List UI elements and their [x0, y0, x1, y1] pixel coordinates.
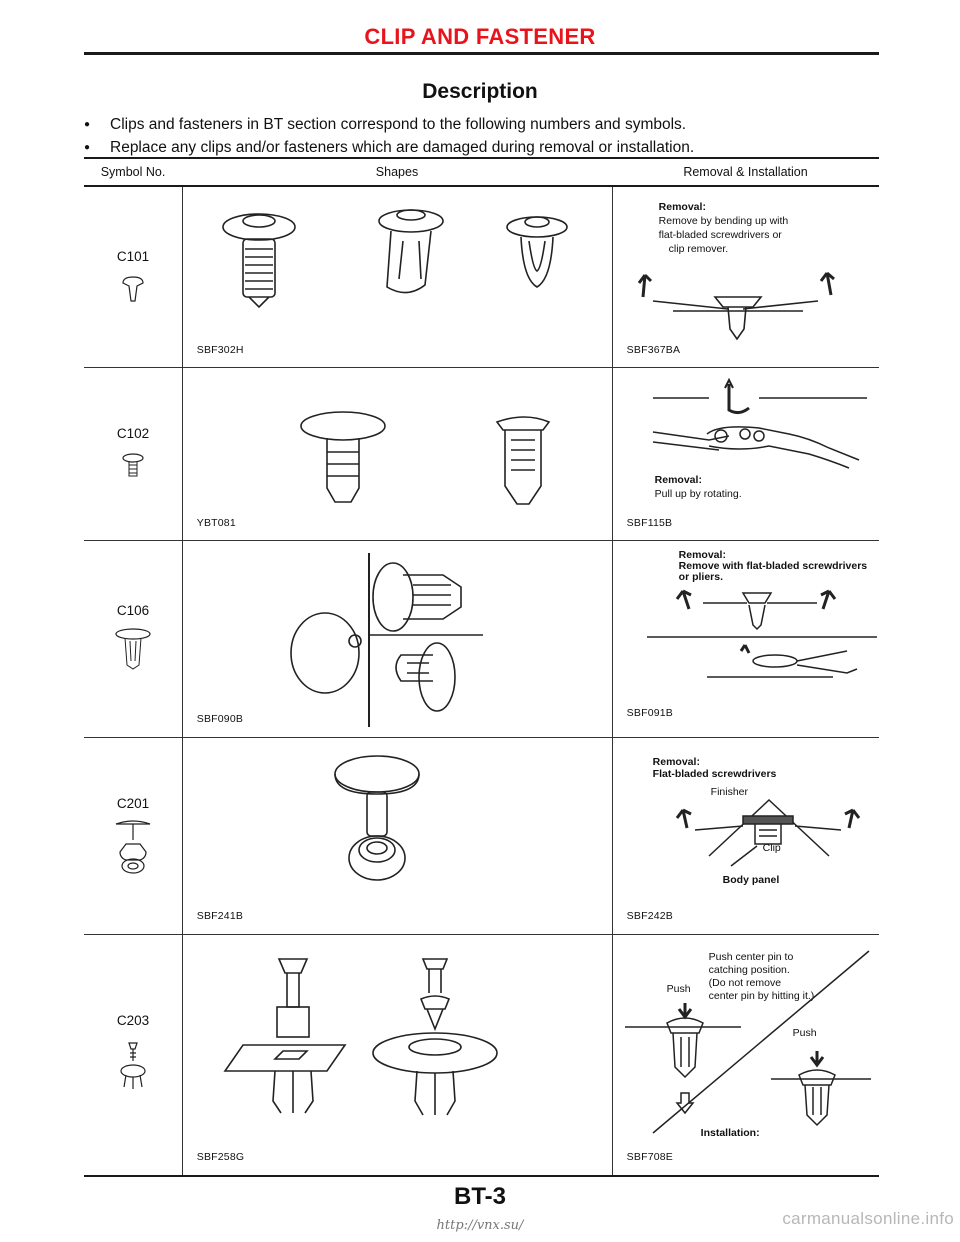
clip-shapes-illustration: [283, 408, 563, 508]
bullet-item: [84, 114, 884, 137]
bullet-text: Clips and fasteners in BT section correspond to the following numbers and symbols.: [110, 116, 687, 133]
removal-cell: [612, 187, 879, 367]
symbol-cell: [84, 935, 182, 1175]
removal-illustration: [649, 376, 871, 476]
figure-code: SBF367BA: [626, 344, 681, 356]
symbol-label: C101: [116, 249, 150, 264]
figure-code: SBF091B: [626, 707, 674, 719]
symbol-label: C106: [116, 603, 150, 618]
removal-heading: Removal:: [658, 201, 706, 213]
header-removal: Removal & Installation: [683, 165, 808, 179]
watermark: carmanualsonline.info: [782, 1209, 954, 1228]
instruction-text: Push center pin to: [708, 951, 794, 963]
figure-code: YBT081: [196, 517, 236, 529]
header-shapes: Shapes: [375, 165, 419, 179]
removal-illustration: [633, 267, 843, 347]
shape-cell: [182, 368, 612, 540]
removal-text: Remove with flat-bladed screwdrivers: [678, 560, 868, 572]
instruction-text: catching position.: [708, 964, 790, 976]
removal-heading: Removal:: [654, 474, 702, 486]
label-body-panel: Body panel: [722, 874, 780, 886]
clip-symbol-icon: [114, 627, 152, 671]
clip-shapes-illustration: [217, 953, 517, 1143]
section-title: CLIP AND FASTENER: [364, 24, 596, 49]
installation-illustration: [621, 947, 877, 1147]
clip-symbol-icon: [120, 452, 146, 480]
label-finisher: Finisher: [710, 786, 749, 798]
clip-symbol-icon: [118, 1041, 148, 1091]
bullet-text: Replace any clips and/or fasteners which are damaged during removal or installation.: [110, 139, 695, 156]
table-row: [84, 935, 879, 1177]
clip-shapes-illustration: [207, 199, 587, 329]
removal-heading: Removal:: [652, 756, 700, 768]
shape-cell: [182, 187, 612, 367]
removal-cell: [612, 935, 879, 1175]
figure-code: SBF258G: [196, 1151, 245, 1163]
clip-table: [84, 157, 879, 1177]
shape-cell: [182, 541, 612, 737]
symbol-label: C201: [116, 796, 150, 811]
symbol-cell: [84, 541, 182, 737]
instruction-text: (Do not remove: [708, 977, 782, 989]
removal-cell: [612, 738, 879, 934]
removal-text: Pull up by rotating.: [654, 488, 742, 500]
removal-text: clip remover.: [668, 243, 729, 255]
page-number: BT-3: [453, 1183, 506, 1210]
description-bullets: [84, 114, 884, 160]
table-row: [84, 187, 879, 368]
bullet-icon: ●: [84, 119, 91, 130]
figure-code: SBF115B: [626, 517, 673, 529]
header-symbol: Symbol No.: [100, 165, 166, 179]
symbol-cell: [84, 738, 182, 934]
figure-code: SBF302H: [196, 344, 244, 356]
table-row: [84, 368, 879, 541]
source-url[interactable]: http://vnx.su/: [436, 1218, 524, 1233]
removal-text: Flat-bladed screwdrivers: [652, 768, 777, 780]
label-clip: Clip: [762, 842, 781, 854]
figure-code: SBF090B: [196, 713, 244, 725]
clip-shapes-illustration: [283, 549, 593, 729]
symbol-label: C203: [116, 1013, 150, 1028]
bullet-icon: ●: [84, 142, 91, 153]
label-installation: Installation:: [700, 1127, 760, 1139]
label-push: Push: [666, 983, 691, 995]
table-row: [84, 541, 879, 738]
shape-cell: [182, 935, 612, 1175]
removal-text: Remove by bending up with: [658, 215, 789, 227]
removal-cell: [612, 368, 879, 540]
figure-code: SBF241B: [196, 910, 244, 922]
clip-symbol-icon: [120, 275, 146, 307]
label-push: Push: [792, 1027, 817, 1039]
removal-illustration: [647, 581, 877, 691]
removal-text: flat-bladed screwdrivers or: [658, 229, 782, 241]
figure-code: SBF242B: [626, 910, 674, 922]
header-rule: [84, 52, 879, 55]
description-title: Description: [422, 80, 538, 103]
removal-illustration: [673, 794, 863, 874]
removal-heading: Removal:: [678, 549, 726, 561]
table-header: [84, 159, 879, 185]
figure-code: SBF708E: [626, 1151, 674, 1163]
removal-text: or pliers.: [678, 571, 724, 583]
clip-shapes-illustration: [323, 750, 453, 900]
symbol-cell: [84, 187, 182, 367]
symbol-label: C102: [116, 426, 150, 441]
clip-symbol-icon: [112, 818, 154, 876]
table-row: [84, 738, 879, 935]
removal-cell: [612, 541, 879, 737]
symbol-cell: [84, 368, 182, 540]
instruction-text: center pin by hitting it.): [708, 990, 815, 1002]
shape-cell: [182, 738, 612, 934]
